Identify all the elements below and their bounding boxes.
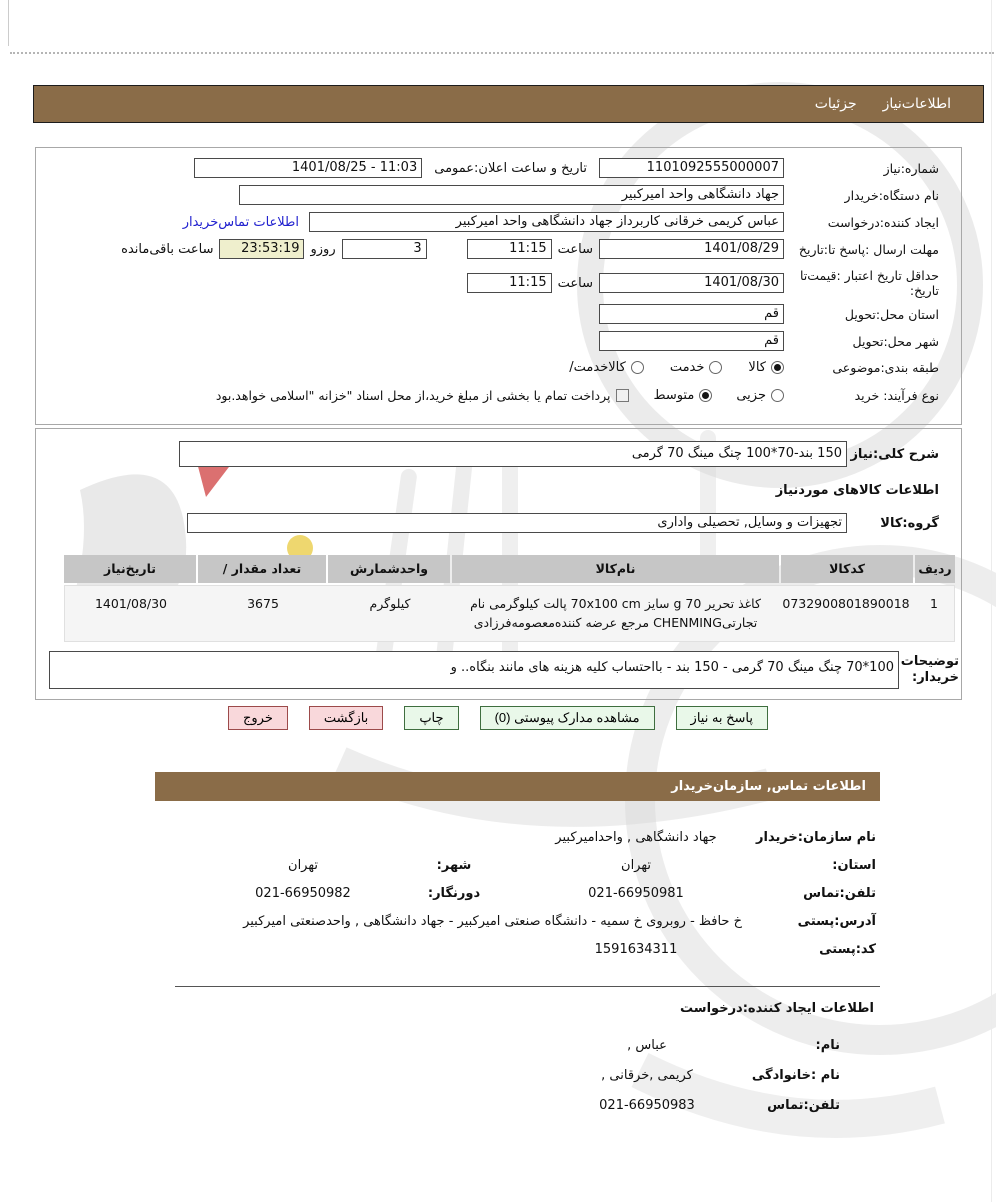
treasury-checkbox[interactable] bbox=[616, 389, 629, 402]
need-description-field[interactable]: 150 بند-70*100 چنگ مینگ 70 گرمی bbox=[179, 441, 847, 467]
treasury-checkbox-label: پرداخت تمام یا بخشی از مبلغ خرید،از محل اسناد "خزانه "اسلامی خواهد.بود bbox=[215, 388, 611, 403]
cell-row-index: 1 bbox=[914, 586, 954, 641]
goods-group-label: گروه:کالا bbox=[880, 515, 939, 531]
deadline-time-field[interactable]: 11:15 bbox=[467, 239, 552, 259]
postal-code-value: 1591634311 bbox=[594, 941, 678, 957]
radio-medium[interactable] bbox=[699, 389, 712, 402]
tab-bar bbox=[33, 85, 984, 123]
request-creator-field[interactable]: عباس کریمی خرقانی کاربرداز جهاد دانشگاهی واحد امیرکبیر bbox=[309, 212, 784, 232]
announce-label: تاریخ و ساعت اعلان:عمومی bbox=[434, 160, 587, 176]
view-attachments-button[interactable]: مشاهده مدارک پیوستی (0) bbox=[480, 706, 655, 730]
address-value: خ حافظ - روبروی خ سمیه - دانشگاه صنعتی امیرکبیر - جهاد دانشگاهی , واحدصنعتی امیرکبیر bbox=[243, 913, 742, 929]
section-divider bbox=[175, 986, 880, 987]
buyer-org-label: نام دستگاه:خریدار bbox=[844, 187, 939, 203]
col-item-code: کدکالا bbox=[781, 555, 913, 583]
phone-value: 021-66950981 bbox=[588, 885, 684, 901]
buyer-org-field[interactable]: جهاد دانشگاهی واحد امیرکبیر bbox=[239, 185, 784, 205]
col-item-name: نام‌کالا bbox=[452, 555, 779, 583]
goods-group-field[interactable]: تجهیزات و وسایل, تحصیلی واداری bbox=[187, 513, 847, 533]
days-remaining-field[interactable]: 3 bbox=[342, 239, 427, 259]
process-type-label: نوع فرآیند: خرید bbox=[854, 388, 939, 403]
cell-unit: کیلوگرم bbox=[329, 586, 451, 641]
goods-table bbox=[64, 555, 955, 642]
buyer-remarks-label-line1: توضیحات bbox=[900, 654, 959, 669]
deadline-date-field[interactable]: 1401/08/29 bbox=[599, 239, 784, 259]
delivery-province-field[interactable]: قم bbox=[599, 304, 784, 324]
delivery-province-label: استان محل:تحویل bbox=[844, 306, 939, 322]
col-quantity: تعداد مقدار / bbox=[198, 555, 326, 583]
deadline-hour-label: ساعت bbox=[557, 241, 593, 257]
city-value: تهران bbox=[288, 857, 318, 873]
cell-need-date: 1401/08/30 bbox=[65, 586, 197, 641]
request-creator-label: ایجاد کننده:درخواست bbox=[827, 214, 939, 230]
creator-last-name-label: نام :خانوادگی bbox=[751, 1067, 840, 1083]
col-need-date: تاریخ‌نیاز bbox=[64, 555, 196, 583]
radio-goods-service[interactable] bbox=[631, 361, 644, 374]
radio-goods-label: کالا bbox=[748, 360, 766, 375]
creator-first-name-value: عباس , bbox=[627, 1037, 667, 1053]
contact-section-header: اطلاعات تماس, سازمان‌خریدار bbox=[155, 772, 880, 801]
cell-quantity: 3675 bbox=[199, 586, 327, 641]
dotted-divider bbox=[10, 52, 994, 54]
province-label: استان: bbox=[832, 857, 876, 873]
col-row-index: ردیف bbox=[915, 555, 955, 583]
buyer-remarks-label-line2: خریدار: bbox=[912, 670, 959, 685]
top-left-line bbox=[8, 0, 9, 46]
need-description-label: شرح کلی:نیاز bbox=[850, 446, 939, 462]
org-name-label: نام سازمان:خریدار bbox=[756, 829, 876, 845]
province-value: تهران bbox=[621, 857, 651, 873]
buyer-contact-section bbox=[155, 772, 880, 1120]
radio-service[interactable] bbox=[709, 361, 722, 374]
price-validity-label-line2: تاریخ: bbox=[909, 283, 939, 298]
need-info-panel bbox=[35, 147, 962, 425]
radio-medium-label: متوسط bbox=[653, 388, 695, 403]
days-label: روزو bbox=[310, 241, 336, 257]
radio-partial[interactable] bbox=[771, 389, 784, 402]
reply-deadline-label: مهلت ارسال :پاسخ تا:تاریخ bbox=[798, 241, 939, 257]
need-number-label: شماره:نیاز bbox=[883, 160, 939, 176]
creator-phone-value: 021-66950983 bbox=[599, 1097, 695, 1113]
required-goods-heading: اطلاعات کالاهای موردنیاز bbox=[775, 483, 939, 498]
announce-datetime-field[interactable]: 1401/08/25 - 11:03 bbox=[194, 158, 422, 178]
validity-time-field[interactable]: 11:15 bbox=[467, 273, 552, 293]
city-label: شهر: bbox=[436, 857, 472, 873]
cell-item-code: 0732900801890018 bbox=[780, 586, 912, 641]
delivery-city-field[interactable]: قم bbox=[599, 331, 784, 351]
fax-label: دورنگار: bbox=[427, 885, 481, 901]
fax-value: 021-66950982 bbox=[255, 885, 351, 901]
cell-item-name: کاغذ تحریر g 70 سایز 70x100 cm پالت کیلوگرمی نام تجارتیCHENMING مرجع عرضه کننده‌معصومه‌فرزادی bbox=[453, 586, 778, 641]
buyer-contact-link[interactable]: اطلاعات تماس‌خریدار bbox=[182, 214, 299, 230]
right-edge-line bbox=[991, 0, 992, 1202]
radio-goods-service-label: کالاخدمت/ bbox=[569, 360, 626, 375]
postal-code-label: کد:پستی bbox=[819, 941, 876, 957]
goods-panel bbox=[35, 428, 962, 700]
tab-details[interactable]: جزئیات bbox=[814, 96, 857, 112]
subject-category-label: طبقه بندی:موضوعی bbox=[832, 360, 939, 375]
radio-goods[interactable] bbox=[771, 361, 784, 374]
radio-service-label: خدمت bbox=[669, 360, 705, 375]
price-validity-label-line1: حداقل تاریخ اعتبار :قیمت‌تا bbox=[799, 268, 939, 283]
exit-button[interactable]: خروج bbox=[228, 706, 288, 730]
radio-partial-label: جزیی bbox=[736, 388, 766, 403]
tab-need-info[interactable]: اطلاعات‌نیاز bbox=[882, 96, 951, 112]
request-creator-heading: اطلاعات ایجاد کننده:درخواست bbox=[680, 1001, 874, 1016]
reply-to-need-button[interactable]: پاسخ به نیاز bbox=[676, 706, 768, 730]
goods-table-header bbox=[64, 555, 955, 583]
back-button[interactable]: بازگشت bbox=[309, 706, 383, 730]
address-label: آدرس:پستی bbox=[797, 913, 876, 929]
org-name-value: جهاد دانشگاهی , واحدامیرکبیر bbox=[555, 829, 717, 845]
creator-last-name-value: کریمی ,خرقانی , bbox=[601, 1067, 693, 1083]
delivery-city-label: شهر محل:تحویل bbox=[852, 333, 939, 349]
validity-date-field[interactable]: 1401/08/30 bbox=[599, 273, 784, 293]
col-unit: واحدشمارش bbox=[328, 555, 450, 583]
phone-label: تلفن:تماس bbox=[803, 885, 876, 901]
need-number-field[interactable]: 1101092555000007 bbox=[599, 158, 784, 178]
action-buttons bbox=[0, 706, 996, 730]
creator-first-name-label: نام: bbox=[815, 1037, 840, 1053]
print-button[interactable]: چاپ bbox=[404, 706, 458, 730]
countdown-box: 23:53:19 bbox=[219, 239, 304, 259]
table-row bbox=[64, 585, 955, 642]
hours-remaining-label: ساعت باقی‌مانده bbox=[121, 241, 214, 257]
buyer-remarks-field[interactable]: 100*70 چنگ مینگ 70 گرمی - 150 بند - بااحتساب کلیه هزینه های مانند بنگاه.. و bbox=[49, 651, 899, 689]
creator-phone-label: تلفن:تماس bbox=[767, 1097, 840, 1113]
validity-hour-label: ساعت bbox=[557, 275, 593, 291]
